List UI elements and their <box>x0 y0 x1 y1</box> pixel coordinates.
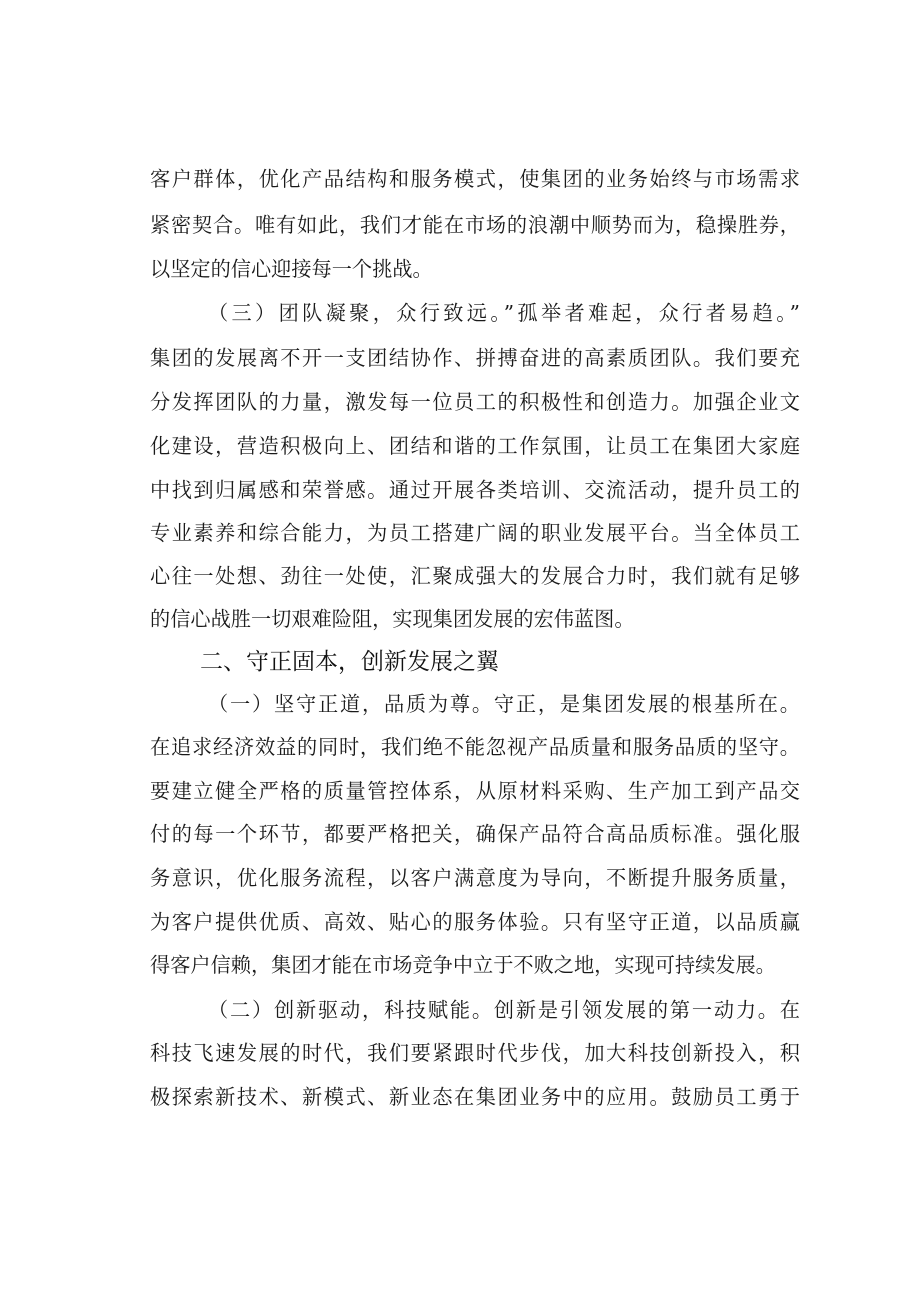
paragraph-line: 心往一处想、劲往一处使，汇聚成强大的发展合力时，我们就有足够 <box>150 564 800 588</box>
paragraph-line: 得客户信赖，集团才能在市场竞争中立于不败之地，实现可持续发展。 <box>150 953 776 977</box>
paragraph-line: 在追求经济效益的同时，我们绝不能忽视产品质量和服务品质的坚守。 <box>150 735 800 759</box>
subsection-title-line: （一）坚守正道，品质为尊。守正，是集团发展的根基所在。 <box>208 692 800 716</box>
paragraph-line: 要建立健全严格的质量管控体系，从原材料采购、生产加工到产品交 <box>150 779 800 803</box>
paragraph-line: 分发挥团队的力量，激发每一位员工的积极性和创造力。加强企业文 <box>150 390 800 414</box>
paragraph-line: 中找到归属感和荣誉感。通过开展各类培训、交流活动，提升员工的 <box>150 478 800 502</box>
paragraph-line: 集团的发展离不开一支团结协作、拼搏奋进的高素质团队。我们要充 <box>150 346 800 370</box>
paragraph-line: 化建设，营造积极向上、团结和谐的工作氛围，让员工在集团大家庭 <box>150 434 800 458</box>
paragraph-line: 务意识，优化服务流程，以客户满意度为导向，不断提升服务质量， <box>150 866 800 890</box>
paragraph-line: 极探索新技术、新模式、新业态在集团业务中的应用。鼓励员工勇于 <box>150 1085 800 1109</box>
paragraph-line: 科技飞速发展的时代，我们要紧跟时代步伐，加大科技创新投入，积 <box>150 1041 800 1065</box>
section-heading: 二、守正固本，创新发展之翼 <box>200 649 499 675</box>
paragraph-line: 客户群体，优化产品结构和服务模式，使集团的业务始终与市场需求 <box>150 167 800 191</box>
subsection-title-line: （二）创新驱动，科技赋能。创新是引领发展的第一动力。在 <box>208 998 800 1022</box>
paragraph-line: 专业素养和综合能力，为员工搭建广阔的职业发展平台。当全体员工 <box>150 521 800 545</box>
paragraph-line: 的信心战胜一切艰难险阻，实现集团发展的宏伟蓝图。 <box>150 607 635 631</box>
paragraph-line: 以坚定的信心迎接每一个挑战。 <box>150 257 433 281</box>
paragraph-line: 付的每一个环节，都要严格把关，确保产品符合高品质标准。强化服 <box>150 822 800 846</box>
paragraph-line: 为客户提供优质、高效、贴心的服务体验。只有坚守正道，以品质赢 <box>150 910 800 934</box>
subsection-title-line: （三）团队凝聚，众行致远。”孤举者难起，众行者易趋。” <box>208 301 800 325</box>
paragraph-line: 紧密契合。唯有如此，我们才能在市场的浪潮中顺势而为，稳操胜券， <box>150 213 800 237</box>
